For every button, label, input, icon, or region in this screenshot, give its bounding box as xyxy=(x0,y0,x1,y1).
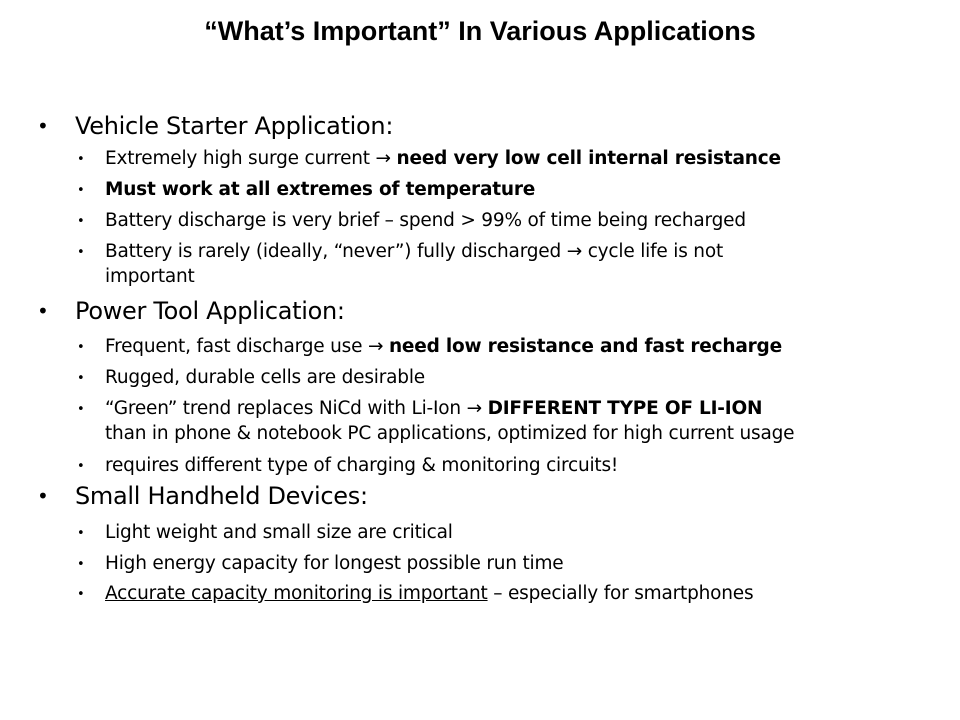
bullet: • xyxy=(77,557,85,572)
list-item xyxy=(77,581,754,606)
bullet: • xyxy=(37,114,49,138)
list-item xyxy=(77,396,795,446)
slide-title: “What’s Important” In Various Applications xyxy=(204,16,756,46)
bullet: • xyxy=(77,152,85,167)
item-text: “Green” trend replaces NiCd with Li-Ion → xyxy=(105,398,488,419)
item-bold-text: need very low cell internal resistance xyxy=(396,148,781,169)
section-heading-handheld xyxy=(37,482,368,510)
item-text: Battery discharge is very brief – spend > 99% of time being recharged xyxy=(105,210,746,231)
item-text: Light weight and small size are critical xyxy=(105,522,453,543)
list-item xyxy=(77,520,453,545)
list-item xyxy=(77,208,746,233)
item-bold-text: Must work at all extremes of temperature xyxy=(105,179,536,200)
section-heading-power-tool xyxy=(37,297,345,325)
list-item xyxy=(77,146,781,171)
item-text: Battery is rarely (ideally, “never”) fully discharged → cycle life is not xyxy=(105,241,724,262)
heading-text: Vehicle Starter Application: xyxy=(75,112,394,140)
item-text-continued: important xyxy=(105,266,195,287)
item-text: Frequent, fast discharge use → xyxy=(105,336,389,357)
section-heading-vehicle-starter xyxy=(37,112,394,140)
list-item xyxy=(77,334,782,359)
bullet: • xyxy=(77,340,85,355)
bullet: • xyxy=(37,299,49,323)
item-bold-text: DIFFERENT TYPE OF LI-ION xyxy=(487,398,763,419)
item-text-continued: than in phone & notebook PC applications, optimized for high current usage xyxy=(105,423,795,444)
item-underlined-text: Accurate capacity monitoring is important xyxy=(105,583,488,604)
list-item xyxy=(77,551,564,576)
bullet: • xyxy=(77,459,85,474)
bullet: • xyxy=(77,587,85,602)
list-item xyxy=(77,365,425,390)
bullet: • xyxy=(77,526,85,541)
item-text: requires different type of charging & monitoring circuits! xyxy=(105,455,619,476)
heading-text: Small Handheld Devices: xyxy=(75,482,368,510)
bullet: • xyxy=(77,214,85,229)
bullet: • xyxy=(77,245,85,260)
list-item xyxy=(77,239,724,289)
bullet: • xyxy=(77,402,85,417)
bullet: • xyxy=(37,484,49,508)
list-item xyxy=(77,177,536,202)
bullet: • xyxy=(77,371,85,386)
item-text: Extremely high surge current → xyxy=(105,148,397,169)
item-bold-text: need low resistance and fast recharge xyxy=(388,336,782,357)
item-text: – especially for smartphones xyxy=(487,583,754,604)
item-text: High energy capacity for longest possible run time xyxy=(105,553,564,574)
heading-text: Power Tool Application: xyxy=(75,297,345,325)
item-text: Rugged, durable cells are desirable xyxy=(105,367,425,388)
list-item xyxy=(77,453,619,478)
bullet: • xyxy=(77,183,85,198)
